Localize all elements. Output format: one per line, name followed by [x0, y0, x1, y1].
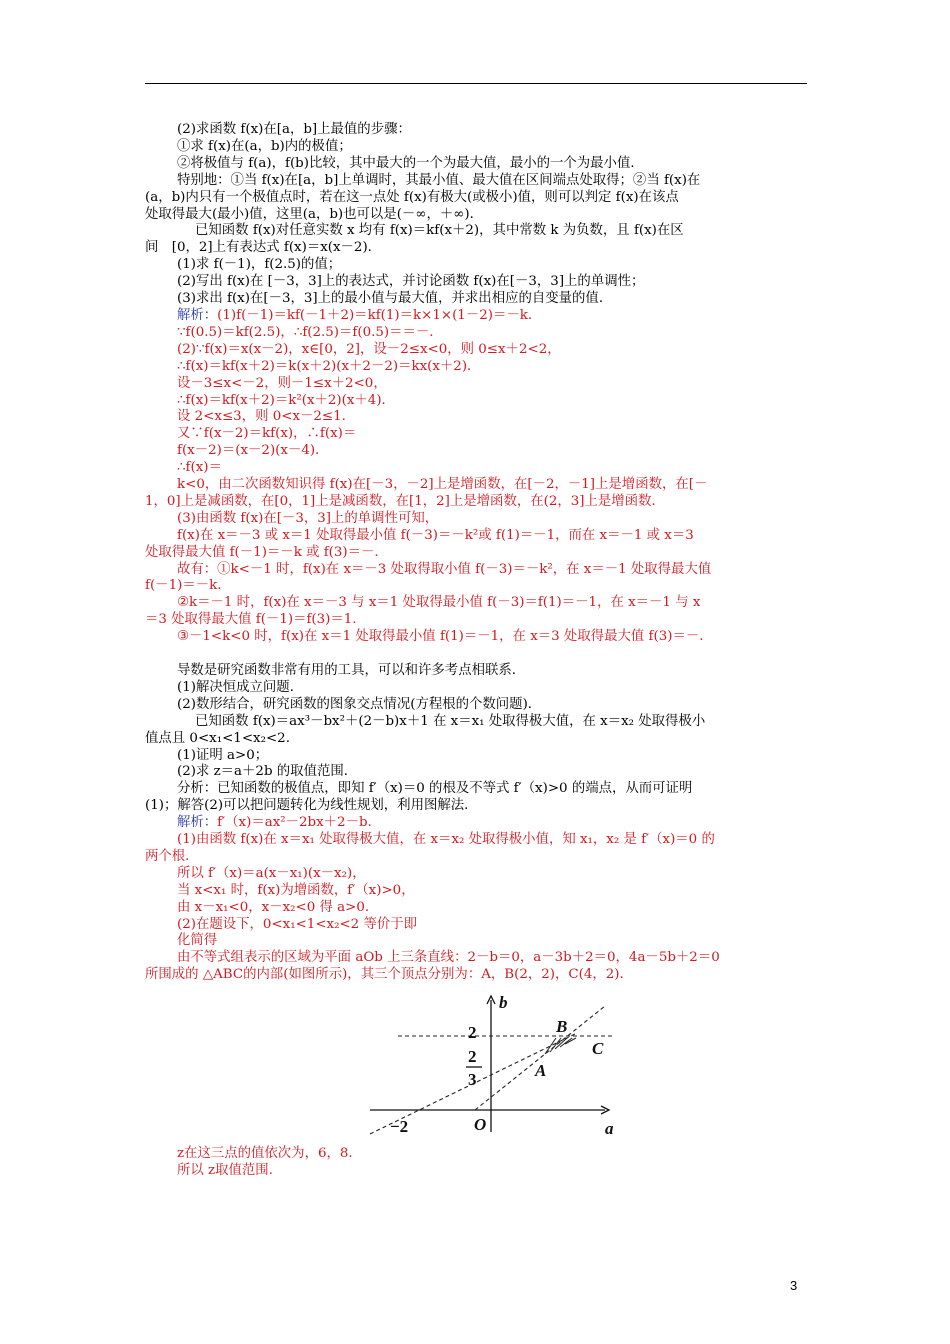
text-line: (a，b)内只有一个极值点时，若在这一点处 f(x)有极大(或极小)值，则可以判定 f(x)在该点: [145, 189, 679, 205]
answer-label: 解析：: [177, 307, 218, 323]
text-line: 两个根．: [145, 848, 199, 864]
text-line: 所围成的 △ABC的内部(如图所示)，其三个顶点分别为：A，B(2，2)，C(4，2)．: [145, 967, 633, 983]
text-line: f(x－2)＝(x－2)(x－4)．: [177, 443, 329, 459]
text-line: 间 [0，2]上有表达式 f(x)＝x(x－2)．: [145, 240, 382, 256]
text-line: (3)求出 f(x)在[－3，3]上的最小值与最大值，并求出相应的自变量的值．: [177, 291, 613, 307]
text-line: 所以 f′（x)＝a(x－x₁)(x－x₂)，: [177, 865, 366, 881]
tick-frac-denominator: 3: [468, 1070, 477, 1090]
text-line: 化简得: [177, 933, 218, 949]
answer-text: (1)f(－1)＝kf(－1＋2)＝kf(1)＝k×1×(1－2)＝－k.: [217, 307, 533, 323]
text-line: 导数是研究函数非常有用的工具，可以和许多考点相联系．: [177, 662, 526, 678]
text-line: 由不等式组表示的区域为平面 aOb 上三条直线：2－b＝0，a－3b＋2＝0，4a－5b＋2＝0: [177, 950, 720, 966]
text-line: (2)在题设下，0<x₁<1<x₂<2 等价于即: [177, 916, 418, 932]
text-line: (3)由函数 f(x)在[－3，3]上的单调性可知，: [177, 510, 439, 526]
coordinate-figure: [145, 992, 809, 1142]
point-b-label: B: [556, 1017, 568, 1037]
feasible-region-graph: [360, 992, 620, 1142]
text-line: (1)由函数 f(x)在 x＝x₁ 处取得极大值，在 x＝x₂ 处取得极小值，知 x₁，x₂ 是 f′（x)＝0 的: [177, 832, 715, 848]
text-line: f(－1)＝－k.: [145, 578, 222, 594]
text-line: 1，0]上是减函数，在[0，1]上是减函数，在[1，2]上是增函数，在(2，3]上是增函数．: [145, 493, 665, 509]
text-line: 当 x<x₁ 时，f(x)为增函数，f′（x)>0，: [177, 882, 415, 898]
text-line: ③－1<k<0 时，f(x)在 x＝1 处取得最小值 f(1)＝－1，在 x＝3 处取得最大值 f(3)＝－.: [177, 629, 704, 645]
text-line: k<0，由二次函数知识得 f(x)在[－3，－2]上是增函数，在[－2，－1]上是增函数，在[－: [177, 477, 708, 493]
text-line: (2)求函数 f(x)在[a，b]上最值的步骤：: [177, 122, 411, 137]
text-line: 已知函数 f(x)对任意实数 x 均有 f(x)＝kf(x＋2)，其中常数 k 为负数，且 f(x)在区: [195, 223, 684, 239]
a-axis-label: a: [605, 1119, 614, 1139]
text-line: 特别地：①当 f(x)在[a，b]上单调时，其最小值、最大值在区间端点处取得；②当 f(x)在: [177, 172, 701, 188]
tick-neg-2: −2: [390, 1117, 409, 1137]
text-line: ∴f(x)＝: [177, 460, 222, 476]
line-4a-5b-2: [475, 1006, 605, 1110]
text-line: (2)求 z＝a＋2b 的取值范围．: [177, 764, 358, 780]
page-body: [145, 122, 809, 1180]
text-line: 所以 z取值范围.: [177, 1163, 273, 1179]
text-line: [145, 646, 809, 663]
page-number: 3: [790, 1278, 798, 1293]
point-a-label: A: [535, 1061, 547, 1081]
text-line: 由 x－x₁<0，x－x₂<0 得 a>0.: [177, 899, 370, 915]
text-line: f(x)在 x＝－3 或 x＝1 处取得最小值 f(－3)＝－k²或 f(1)＝－1，而在 x＝－1 或 x＝3: [177, 527, 694, 543]
text-line: ∴f(x)＝kf(x＋2)＝k(x＋2)(x＋2－2)＝kx(x＋2)．: [177, 358, 481, 374]
text-line: (2)写出 f(x)在 [－3，3]上的表达式，并讨论函数 f(x)在[－3，3]上的单调性；: [177, 274, 645, 290]
header-rule: [145, 83, 807, 84]
answer-text: f′（x)＝ax²－2bx＋2－b.: [217, 815, 372, 831]
region-hatch: [545, 1038, 576, 1054]
text-line: (1)解决恒成立问题．: [177, 679, 304, 695]
text-line: [145, 308, 809, 325]
text-line: 已知函数 f(x)＝ax³－bx²＋(2－b)x＋1 在 x＝x₁ 处取得极大值，在 x＝x₂ 处取得极小: [195, 713, 706, 729]
b-axis-label: b: [499, 993, 508, 1013]
text-line: (1)；解答(2)可以把问题转化为线性规划，利用图解法．: [145, 798, 478, 814]
text-line: (1)证明 a>0；: [177, 747, 269, 763]
answer-label: 解析：: [177, 815, 218, 831]
text-line: ∴f(x)＝kf(x＋2)＝k²(x＋2)(x＋4)．: [177, 392, 395, 408]
text-line: ②将极值与 f(a)，f(b)比较，其中最大的一个为最大值，最小的一个为最小值．: [177, 155, 644, 171]
text-line: ∵f(0.5)＝kf(2.5)，∴f(2.5)＝f(0.5)＝＝－.: [177, 324, 434, 340]
text-line: 处取得最大(最小)值，这里(a，b)也可以是(－∞，＋∞)．: [145, 206, 484, 222]
text-line: (2)数形结合，研究函数的图象交点情况(方程根的个数问题)．: [177, 696, 542, 712]
text-line: [145, 815, 809, 832]
origin-label: O: [474, 1115, 487, 1135]
text-line: 又∵f(x－2)＝kf(x)，∴f(x)＝: [177, 426, 357, 442]
text-line: (1)求 f(－1)，f(2.5)的值；: [177, 257, 342, 273]
text-line: 值点且 0<x₁<1<x₂<2.: [145, 730, 290, 746]
text-line: 设－3≤x<－2，则－1≤x＋2<0，: [177, 375, 387, 391]
tick-frac-numerator: 2: [468, 1047, 477, 1067]
text-line: ②k＝－1 时，f(x)在 x＝－3 与 x＝1 处取得最小值 f(－3)＝f(1)＝－1，在 x＝－1 与 x: [177, 595, 701, 611]
text-line: 故有：①k<－1 时，f(x)在 x＝－3 处取得取小值 f(－3)＝－k²，在 x＝－1 处取得最大值: [177, 561, 712, 577]
text-line: z在这三点的值依次为，6，8.: [177, 1146, 353, 1162]
point-c-label: C: [592, 1039, 604, 1059]
text-line: ＝3 处取得最大值 f(－1)＝f(3)＝1.: [145, 612, 357, 628]
text-line: ①求 f(x)在(a，b)内的极值；: [177, 138, 352, 154]
text-line: 处取得最大值 f(－1)＝－k 或 f(3)＝－.: [145, 544, 379, 560]
text-line: 分析：已知函数的极值点，即知 f′（x)＝0 的根及不等式 f′（x)>0 的端点，从而可证明: [177, 781, 693, 797]
text-line: 设 2<x≤3，则 0<x－2≤1.: [177, 409, 346, 425]
tick-2: 2: [468, 1023, 477, 1043]
text-line: (2)∵f(x)＝x(x－2)，x∈[0，2]，设－2≤x<0，则 0≤x＋2<2，: [177, 341, 561, 357]
